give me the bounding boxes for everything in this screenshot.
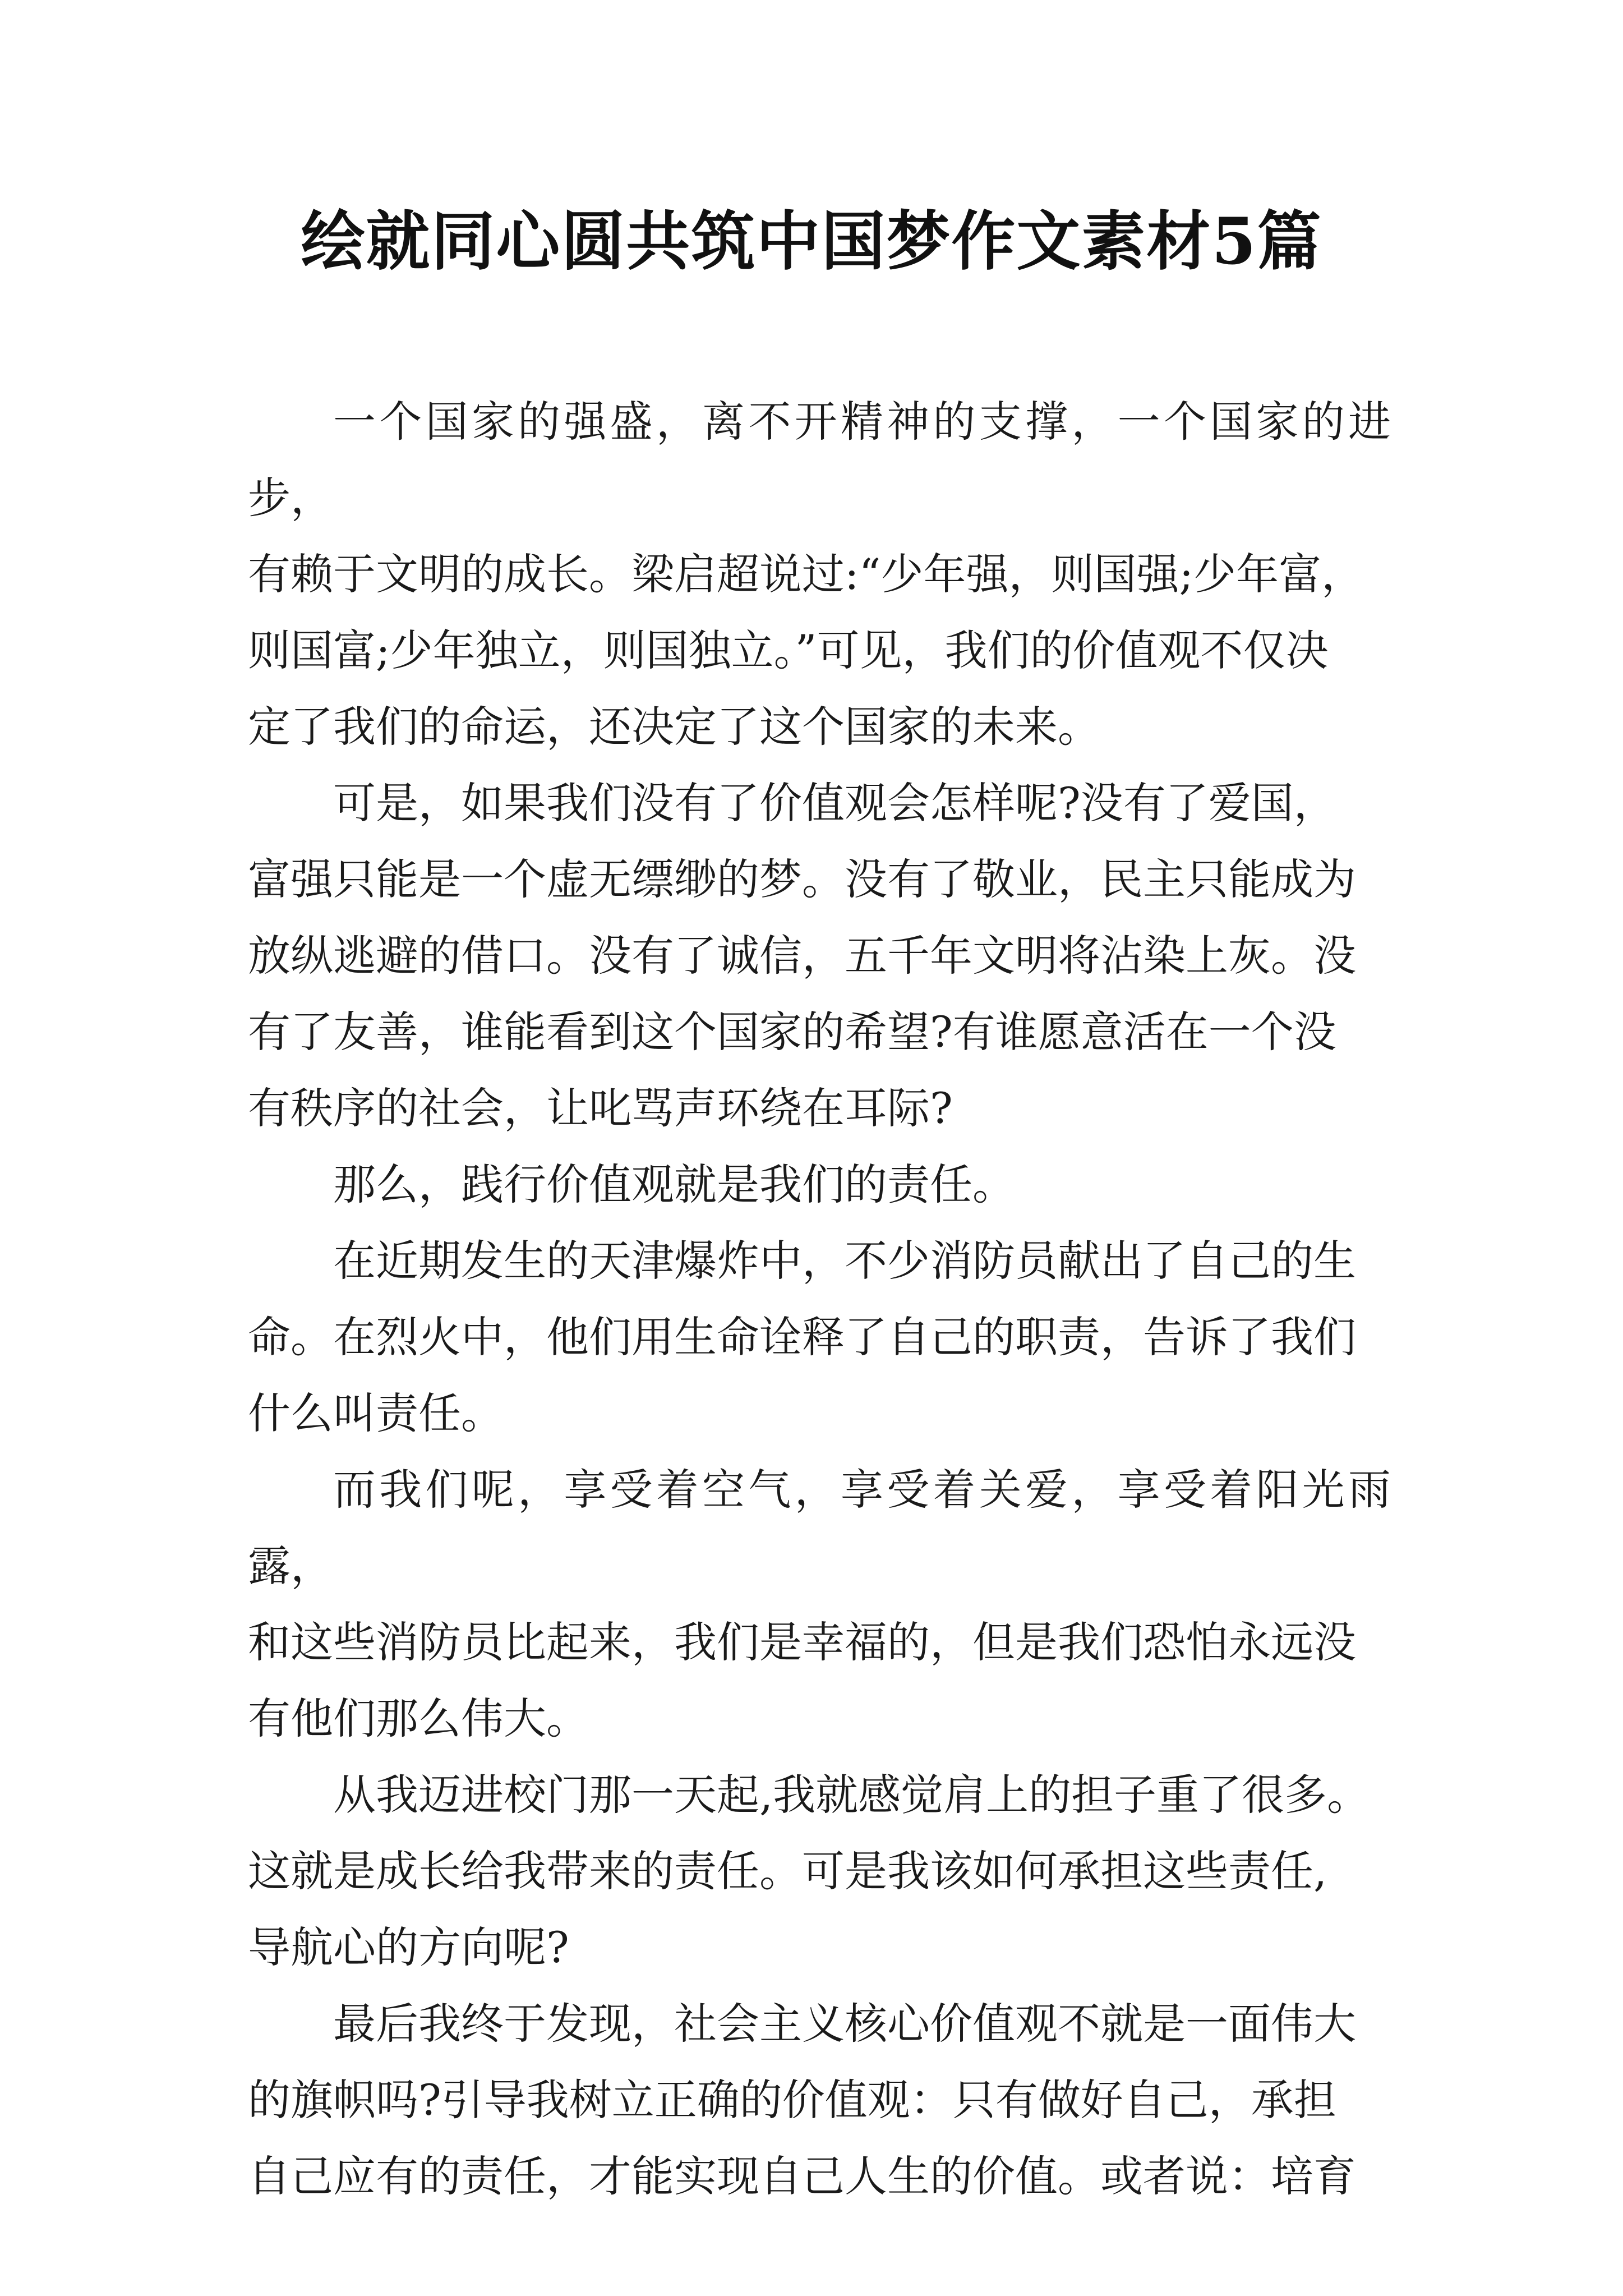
paragraph: 在近期发生的天津爆炸中，不少消防员献出了自己的生 命。在烈火中，他们用生命诠释了自己的职责，告诉了我们 什么叫责任。 bbox=[248, 1236, 1356, 1438]
paragraph: 而我们呢，享受着空气，享受着关爱，享受着阳光雨露， 和这些消防员比起来，我们是幸福的，但是我们恐怕永远没 有他们那么伟大。 bbox=[248, 1465, 1391, 1743]
document-body bbox=[248, 384, 1391, 2215]
paragraph: 可是，如果我们没有了价值观会怎样呢?没有了爱国， 富强只能是一个虚无缥缈的梦。没有了敬业，民主只能成为 放纵逃避的借口。没有了诚信，五千年文明将沾染上灰。没 有了友善，谁能看到这个国家的希望?有谁愿意活在一个没 有秩序的社会，让叱骂声环绕在耳际? bbox=[248, 778, 1356, 1133]
paragraph: 最后我终于发现，社会主义核心价值观不就是一面伟大 的旗帜吗?引导我树立正确的价值观：只有做好自己，承担 自己应有的责任，才能实现自己人生的价值。或者说：培育 bbox=[248, 1999, 1356, 2201]
document-title: 绘就同心圆共筑中国梦作文素材5篇 bbox=[301, 204, 1322, 279]
paragraph: 一个国家的强盛，离不开精神的支撑，一个国家的进步， 有赖于文明的成长。梁启超说过:“少年强，则国强;少年富， 则国富;少年独立，则国独立。”可见，我们的价值观不仅决 定了我们的命运，还决定了这个国家的未来。 bbox=[248, 397, 1391, 752]
paragraph: 从我迈进校门那一天起,我就感觉肩上的担子重了很多。 这就是成长给我带来的责任。可是我该如何承担这些责任, 导航心的方向呢? bbox=[248, 1770, 1370, 1972]
paragraph: 那么，践行价值观就是我们的责任。 bbox=[333, 1159, 1015, 1209]
